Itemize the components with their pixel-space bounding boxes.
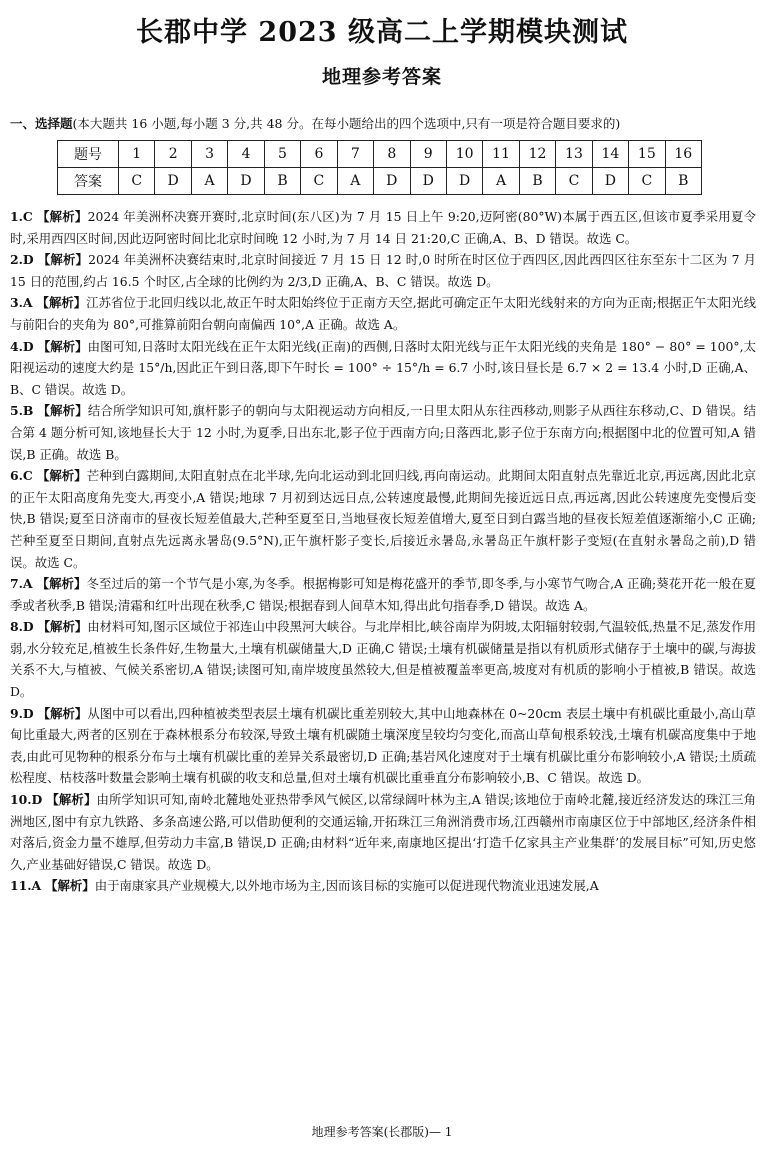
explanation-prefix: 4.D [10, 338, 34, 354]
answer-table-number-row [58, 141, 702, 168]
question-number: 2 [155, 141, 191, 168]
explanation-prefix: 10.D [10, 792, 43, 808]
answer-cell: C [556, 168, 592, 195]
explanation-tag: 【解析】 [37, 338, 88, 354]
explanation-3 [10, 292, 756, 335]
explanation-tag: 【解析】 [37, 252, 89, 268]
answer-cell: A [191, 168, 227, 195]
explanation-tag: 【解析】 [36, 468, 87, 484]
question-number: 7 [337, 141, 373, 168]
explanation-prefix: 3.A [10, 295, 33, 311]
explanation-7 [10, 573, 756, 616]
explanation-8 [10, 616, 756, 702]
explanation-5 [10, 400, 756, 465]
answer-cell: D [592, 168, 628, 195]
answer-cell: A [337, 168, 373, 195]
question-number: 1 [119, 141, 155, 168]
question-number: 3 [191, 141, 227, 168]
question-number: 16 [665, 141, 701, 168]
explanation-text: 2024 年美洲杯决赛结束时,北京时间接近 7 月 15 日 12 时,0 时所在时区位于西四区,因此西四区往东至东十二区为 7 月 15 日的范围,约占 16.5 个时区,占全球的比例约为 2/3,D 正确,A、B、C 错误。故选 D。 [10, 252, 756, 289]
explanation-text: 由图可知,日落时太阳光线在正午太阳光线(正南)的西侧,日落时太阳光线与正午太阳光线的夹角是 180° − 80° = 100°,太阳视运动的速度大约是 15°/h,因此正午到日落,即下午时长 = 100° ÷ 15°/h = 6.7 小时,该日昼长是 6.7 × 2 = 13.4 小时,D 正确,A、B、C 错误。故选 D。 [10, 338, 756, 397]
explanation-text: 芒种到白露期间,太阳直射点在北半球,先向北运动到北回归线,再向南运动。此期间太阳直射点先靠近北京,再远离,因此北京的正午太阳高度角先变大,再变小,A 错误;地球 7 月初到达远日点,公转速度最慢,此期间先接近远日点,再远离,因此公转速度先变慢后变快,B 错误;夏至日济南市的昼夜长短差值最大,芒种至夏至日,当地昼夜长短差值增大,夏至日到白露当地的昼夜长短差值逐渐缩小,C 正确;芒种至夏至日期间,直射点先远离永暑岛(9.5°N),正午旗杆影子变长,后接近永暑岛,永暑岛正午旗杆影子变短(在直射永暑岛之前),D 错误。故选 C。 [10, 468, 756, 570]
explanation-tag: 【解析】 [37, 403, 88, 419]
explanation-text: 由所学知识可知,南岭北麓地处亚热带季风气候区,以常绿阔叶林为主,A 错误;该地位于南岭北麓,接近经济发达的珠江三角洲地区,图中有京九铁路、多条高速公路,可以借助便利的交通运输,开拓珠江三角洲消费市场,江西赣州市南康区位于中部地区,经济条件相对落后,资金力量不雄厚,但劳动力丰富,B 错误,D 正确;由材料“近年来,南康地区提出‘打造千亿家具主产业集群’的发展目标”可知,历史悠久,产业基础好错误,C 错误。故选 D。 [10, 792, 756, 872]
explanation-tag: 【解析】 [37, 619, 88, 635]
question-number: 10 [446, 141, 482, 168]
explanation-9 [10, 703, 756, 789]
explanation-tag: 【解析】 [36, 576, 87, 592]
answer-cell: B [519, 168, 555, 195]
answer-table-answer-row [58, 168, 702, 195]
explanation-text: 从图中可以看出,四种植被类型表层土壤有机碳比重差别较大,其中山地森林在 0~20cm 表层土壤中有机碳比重最小,高山草甸比重最大,两者的区别在于森林根系分布较深,导致土壤有机碳随土壤深度呈较均匀变化,而高山草甸根系较浅,土壤有机碳高度集中于地表,由此可见物种的根系分布与土壤有机碳比重的差异关系最密切,D 正确;基岩风化速度对于土壤有机碳比重分布影响较小,A 错误;土质疏松程度、枯枝落叶数量会影响土壤有机碳的收支和总量,但对土壤有机碳比重垂直分布影响较小,B、C 错误。故选 D。 [10, 705, 756, 786]
answer-cell: C [301, 168, 337, 195]
explanation-text: 由材料可知,图示区域位于祁连山中段黑河大峡谷。与北岸相比,峡谷南岸为阴坡,太阳辐射较弱,气温较低,热量不足,蒸发作用弱,水分较充足,植被生长条件好,生物量大,土壤有机碳储量大,D 正确,C 错误;土壤有机碳储量是指以有机质形式储存于土壤中的碳,与海拔关系不大,与植被、气候关系密切,A 错误;读图可知,南岸坡度虽然较大,但是植被覆盖率更高,坡度对有机质的影响小于植被,B 错误。故选 D。 [10, 619, 756, 700]
answer-cell: B [665, 168, 701, 195]
explanations-list [10, 206, 756, 897]
section-label: 一、选择题 [10, 116, 73, 131]
explanation-11 [10, 875, 756, 897]
explanation-tag: 【解析】 [37, 209, 88, 224]
question-number: 11 [483, 141, 519, 168]
answer-cell: D [374, 168, 410, 195]
explanation-4 [10, 336, 756, 401]
section-note: (本大题共 16 小题,每小题 3 分,共 48 分。在每小题给出的四个选项中,只有一项是符合题目要求的) [72, 116, 621, 131]
explanation-prefix: 2.D [10, 252, 34, 268]
question-number: 9 [410, 141, 446, 168]
answer-cell: D [446, 168, 482, 195]
page-title: 长郡中学 2023 级高二上学期模块测试 [136, 17, 628, 48]
question-number: 15 [629, 141, 665, 168]
answer-cell: D [410, 168, 446, 195]
explanation-tag: 【解析】 [46, 792, 97, 808]
answer-cell: C [629, 168, 665, 195]
page-footer: 地理参考答案(长郡版)— 1 [311, 1125, 453, 1139]
row-label-number: 题号 [58, 141, 119, 168]
answer-cell: C [119, 168, 155, 195]
question-number: 13 [556, 141, 592, 168]
question-number: 8 [374, 141, 410, 168]
explanation-6 [10, 465, 756, 573]
answer-cell: D [155, 168, 191, 195]
question-number: 6 [301, 141, 337, 168]
explanation-prefix: 6.C [10, 468, 33, 484]
explanation-prefix: 7.A [10, 576, 33, 592]
explanation-prefix: 1.C [10, 209, 33, 224]
explanation-2 [10, 249, 756, 292]
explanation-text: 由于南康家具产业规模大,以外地市场为主,因而该目标的实施可以促进现代物流业迅速发展,A [94, 878, 599, 894]
page-subtitle: 地理参考答案 [321, 66, 442, 88]
row-label-answer: 答案 [58, 168, 119, 195]
explanation-tag: 【解析】 [36, 295, 87, 311]
explanation-10 [10, 789, 756, 875]
explanation-tag: 【解析】 [37, 705, 88, 721]
explanation-text: 冬至过后的第一个节气是小寒,为冬季。根据梅影可知是梅花盛开的季节,即冬季,与小寒节气吻合,A 正确;葵花开花一般在夏季或者秋季,B 错误;清霜和红叶出现在秋季,C 错误;根据春到人间草木知,得出此句指春季,D 错误。故选 A。 [10, 576, 756, 613]
question-number: 12 [519, 141, 555, 168]
explanation-prefix: 8.D [10, 619, 34, 635]
explanation-1 [10, 206, 756, 249]
explanation-text: 2024 年美洲杯决赛开赛时,北京时间(东八区)为 7 月 15 日上午 9:20,迈阿密(80°W)本属于西五区,但该市夏季采用夏令时,采用西四区时间,因此迈阿密时间比北京时间晚 12 小时,为 7 月 14 日 21:20,C 正确,A、B、D 错误。故选 C。 [10, 209, 756, 246]
answer-cell: D [228, 168, 264, 195]
answer-cell: A [483, 168, 519, 195]
explanation-prefix: 5.B [10, 403, 34, 419]
section-heading [10, 114, 758, 132]
explanation-text: 江苏省位于北回归线以北,故正午时太阳始终位于正南方天空,据此可确定正午太阳光线射来的方向为正南;根据正午太阳光线与前阳台的夹角为 80°,可推算前阳台朝向南偏西 10°,A 正确。故选 A。 [10, 295, 756, 332]
explanation-tag: 【解析】 [45, 878, 95, 894]
explanation-prefix: 9.D [10, 705, 34, 721]
explanation-text: 结合所学知识可知,旗杆影子的朝向与太阳视运动方向相反,一日里太阳从东往西移动,则影子从西往东移动,C、D 错误。结合第 4 题分析可知,该地昼长大于 12 小时,为夏季,日出东北,影子位于西南方向;日落西北,影子位于东南方向;根据图中北的位置可知,A 错误,B 正确。故选 B。 [10, 403, 757, 462]
question-number: 14 [592, 141, 628, 168]
question-number: 4 [228, 141, 264, 168]
answer-table [57, 140, 702, 195]
answer-cell: B [264, 168, 300, 195]
explanation-prefix: 11.A [10, 878, 42, 894]
question-number: 5 [264, 141, 300, 168]
